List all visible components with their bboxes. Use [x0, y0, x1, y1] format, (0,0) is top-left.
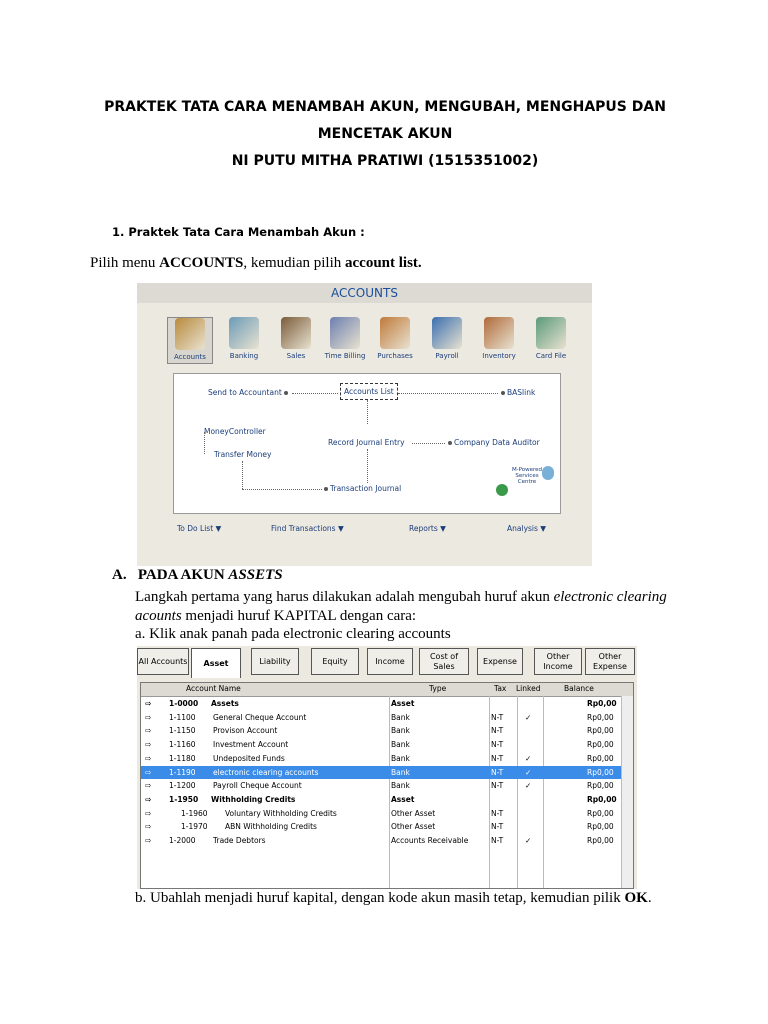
tab-other-expense[interactable]: Other Expense	[585, 648, 635, 675]
accounts-icon	[175, 318, 205, 350]
account-type: Asset	[391, 699, 415, 708]
vertical-scrollbar[interactable]	[621, 696, 633, 888]
banking-icon	[229, 317, 259, 349]
transfer-money-link[interactable]: Transfer Money	[214, 450, 272, 459]
title-line-1: PRAKTEK TATA CARA MENAMBAH AKUN, MENGUBAH, MENGHAPUS DAN	[104, 99, 666, 115]
command-purchases-button[interactable]	[373, 317, 417, 360]
section-a-label-italic: ASSETS	[228, 567, 283, 583]
account-code: 1-2000	[169, 836, 196, 845]
accounts-list-link[interactable]: Accounts List	[340, 383, 398, 400]
card-file-icon	[536, 317, 566, 349]
command-label: Time Billing	[324, 352, 366, 360]
section-a-letter: A.	[112, 567, 127, 583]
account-name: Trade Debtors	[213, 836, 266, 845]
to-do-list-menu[interactable]	[177, 524, 221, 533]
m-powered-badge[interactable]	[492, 466, 556, 502]
account-name: ABN Withholding Credits	[225, 822, 317, 832]
arrow-icon[interactable]: ⇨	[145, 781, 152, 791]
command-accounts-button[interactable]	[167, 317, 213, 364]
account-name: electronic clearing accounts	[213, 767, 319, 777]
arrow-icon[interactable]: ⇨	[145, 794, 152, 804]
chevron-down-icon: ▼	[540, 524, 547, 533]
find-transactions-label: Find Transactions	[271, 524, 336, 533]
account-balance: Rp0,00	[587, 794, 617, 804]
arrow-icon[interactable]: ⇨	[145, 712, 152, 722]
arrow-icon[interactable]: ⇨	[145, 726, 152, 736]
inventory-icon	[484, 317, 514, 349]
header-tax: Tax	[494, 684, 507, 693]
header-linked: Linked	[516, 684, 541, 693]
purchases-icon	[380, 317, 410, 349]
account-code: 1-1100	[169, 712, 196, 722]
table-header	[141, 683, 633, 697]
account-name: Assets	[211, 699, 239, 708]
account-linked: ✓	[525, 767, 532, 777]
step-a: a. Klik anak panah pada electronic clearing accounts	[135, 626, 451, 642]
account-code: 1-1950	[169, 794, 199, 804]
tab-cost-of-sales[interactable]: Cost of Sales	[419, 648, 469, 675]
table-row[interactable]	[141, 724, 621, 738]
account-tax: N-T	[491, 808, 504, 818]
account-name: Investment Account	[213, 740, 289, 750]
connector-line	[242, 461, 243, 489]
company-data-auditor-label: Company Data Auditor	[454, 438, 540, 447]
account-type: Bank	[391, 740, 410, 750]
tab-income[interactable]: Income	[367, 648, 413, 675]
find-transactions-menu[interactable]	[271, 524, 344, 533]
author-line: NI PUTU MITHA PRATIWI (1515351002)	[231, 153, 539, 169]
connector-dot	[448, 441, 452, 445]
table-row[interactable]	[141, 807, 621, 821]
arrow-icon[interactable]: ⇨	[145, 808, 152, 818]
account-linked: ✓	[525, 781, 532, 791]
connector-dot	[501, 391, 505, 395]
instruction-menu: ACCOUNTS	[159, 255, 244, 271]
chevron-down-icon: ▼	[440, 524, 446, 533]
account-balance: Rp0,00	[587, 699, 617, 708]
accounts-window-title: ACCOUNTS	[137, 283, 592, 303]
command-banking-button[interactable]	[222, 317, 266, 360]
chevron-down-icon: ▼	[215, 524, 222, 533]
account-type: Accounts Receivable	[391, 836, 469, 845]
account-name: Payroll Cheque Account	[213, 781, 302, 791]
account-balance: Rp0,00	[587, 726, 614, 736]
to-do-list-label: To Do List	[177, 524, 214, 533]
send-to-accountant-link[interactable]	[208, 388, 290, 397]
connector-line	[398, 393, 498, 394]
step-b-text: b. Ubahlah menjadi huruf kapital, dengan kode akun masih tetap, kemudian pilik	[135, 890, 625, 906]
table-row[interactable]	[141, 793, 621, 807]
header-account-name: Account Name	[186, 684, 241, 693]
section-heading-1: 1. Praktek Tata Cara Menambah Akun :	[112, 225, 365, 239]
account-tax: N-T	[491, 712, 504, 722]
arrow-icon[interactable]: ⇨	[145, 699, 152, 708]
account-code: 1-1160	[169, 740, 196, 750]
account-tax: N-T	[491, 781, 504, 791]
command-card-file-button[interactable]	[529, 317, 573, 360]
account-name: Undeposited Funds	[213, 753, 285, 763]
account-tax: N-T	[491, 836, 504, 845]
step-b-end: .	[647, 890, 652, 906]
step-b-ok: OK	[624, 890, 648, 906]
time-billing-icon	[330, 317, 360, 349]
account-code: 1-1200	[169, 781, 196, 791]
command-label: Inventory	[482, 352, 516, 360]
account-balance: Rp0,00	[587, 781, 614, 791]
account-balance: Rp0,00	[587, 767, 614, 777]
arrow-icon[interactable]: ⇨	[145, 767, 152, 777]
connector-dot	[324, 487, 328, 491]
tab-asset[interactable]: Asset	[191, 648, 241, 678]
instruction-item: account list.	[345, 255, 422, 271]
table-row[interactable]	[141, 711, 621, 725]
account-balance: Rp0,00	[587, 753, 614, 763]
account-linked: ✓	[525, 712, 532, 722]
section-a-paragraph	[135, 588, 695, 626]
m-powered-logo-icon	[496, 484, 508, 496]
chevron-down-icon: ▼	[337, 524, 344, 533]
arrow-icon[interactable]: ⇨	[145, 753, 152, 763]
tab-other-income[interactable]: Other Income	[534, 648, 582, 675]
account-type: Bank	[391, 767, 410, 777]
tab-expense[interactable]: Expense	[477, 648, 523, 675]
record-journal-entry-link[interactable]: Record Journal Entry	[328, 438, 405, 447]
account-balance: Rp0,00	[587, 808, 614, 818]
account-tax: N-T	[491, 726, 504, 736]
step-b	[135, 890, 652, 907]
account-type: Other Asset	[391, 808, 436, 818]
connector-line	[367, 449, 368, 483]
arrow-icon[interactable]: ⇨	[145, 822, 152, 832]
transaction-journal-link[interactable]	[322, 484, 401, 493]
instruction-pre: Pilih menu	[90, 255, 160, 271]
accounts-flow-panel	[173, 373, 561, 514]
header-balance: Balance	[564, 684, 594, 693]
account-name: Withholding Credits	[211, 794, 296, 804]
account-type: Asset	[391, 794, 415, 804]
account-name: General Cheque Account	[213, 712, 307, 722]
account-code: 1-0000	[169, 699, 199, 708]
account-balance: Rp0,00	[587, 712, 614, 722]
baslink-label: BASlink	[507, 388, 536, 397]
account-balance: Rp0,00	[587, 740, 614, 750]
account-code: 1-1190	[169, 767, 196, 777]
connector-line	[242, 489, 322, 490]
table-row[interactable]	[141, 766, 621, 780]
account-tax: N-T	[491, 767, 504, 777]
analysis-menu[interactable]	[507, 524, 546, 533]
transaction-journal-label: Transaction Journal	[330, 484, 402, 493]
table-row[interactable]	[141, 820, 621, 834]
account-type: Bank	[391, 753, 410, 763]
tab-all-accounts[interactable]: All Accounts	[137, 648, 189, 675]
tab-liability[interactable]: Liability	[251, 648, 299, 675]
account-balance: Rp0,00	[587, 836, 614, 845]
instruction-mid: , kemudian pilih	[243, 255, 346, 271]
account-code: 1-1150	[169, 726, 196, 736]
accounts-window	[137, 283, 592, 566]
account-tax: N-T	[491, 740, 504, 750]
command-inventory-button[interactable]	[477, 317, 521, 360]
section-a-heading	[112, 567, 283, 584]
command-label: Payroll	[435, 352, 459, 360]
baslink-link[interactable]	[499, 388, 535, 397]
table-row[interactable]	[141, 738, 621, 752]
account-balance: Rp0,00	[587, 822, 614, 832]
account-code: 1-1180	[169, 753, 196, 763]
account-linked: ✓	[525, 753, 532, 763]
section-a-label: PADA AKUN	[137, 567, 229, 583]
instruction-paragraph	[90, 255, 422, 272]
account-tax: N-T	[491, 753, 504, 763]
connector-line	[367, 400, 368, 424]
sales-icon	[281, 317, 311, 349]
analysis-label: Analysis	[507, 524, 538, 533]
payroll-icon	[432, 317, 462, 349]
table-row[interactable]	[141, 752, 621, 766]
command-label: Card File	[535, 352, 567, 360]
command-label: Accounts	[174, 353, 206, 361]
title-line-2: MENCETAK AKUN	[317, 126, 453, 142]
account-type: Bank	[391, 712, 410, 722]
command-payroll-button[interactable]	[425, 317, 469, 360]
send-to-accountant-label: Send to Accountant	[208, 388, 282, 397]
accounts-table	[140, 682, 634, 889]
connector-line	[292, 393, 338, 394]
reports-label: Reports	[409, 524, 438, 533]
document-title	[60, 94, 710, 148]
account-type: Bank	[391, 726, 410, 736]
account-code: 1-1970	[181, 822, 208, 832]
para-pre: Langkah pertama yang harus dilakukan adalah mengubah huruf akun	[135, 589, 554, 605]
arrow-icon[interactable]: ⇨	[145, 740, 152, 750]
tab-equity[interactable]: Equity	[311, 648, 359, 675]
table-row[interactable]	[141, 834, 621, 848]
command-sales-button[interactable]	[274, 317, 318, 360]
para-italic: electronic clearing acounts	[135, 589, 667, 624]
account-linked: ✓	[525, 836, 532, 845]
header-type: Type	[429, 684, 447, 693]
command-label: Banking	[229, 352, 259, 360]
connector-line	[204, 432, 205, 454]
account-list-window	[137, 646, 637, 889]
command-label: Purchases	[377, 352, 413, 360]
table-row[interactable]	[141, 697, 621, 711]
connector-line	[412, 443, 445, 444]
connector-dot	[284, 391, 288, 395]
m-powered-label: M-Powered Services Centre	[511, 467, 543, 485]
arrow-icon[interactable]: ⇨	[145, 836, 152, 845]
command-label: Sales	[286, 352, 306, 360]
company-data-auditor-link[interactable]	[446, 438, 540, 447]
account-name: Voluntary Withholding Credits	[225, 808, 337, 818]
account-name: Provison Account	[213, 726, 278, 736]
para-post: menjadi huruf KAPITAL dengan cara:	[181, 608, 417, 624]
account-code: 1-1960	[181, 808, 208, 818]
money-controller-link[interactable]: MoneyController	[204, 427, 266, 436]
table-row[interactable]	[141, 779, 621, 793]
command-time-billing-button[interactable]	[323, 317, 367, 360]
reports-menu[interactable]	[409, 524, 446, 533]
account-type: Bank	[391, 781, 410, 791]
account-tax: N-T	[491, 822, 504, 832]
account-type: Other Asset	[391, 822, 436, 832]
